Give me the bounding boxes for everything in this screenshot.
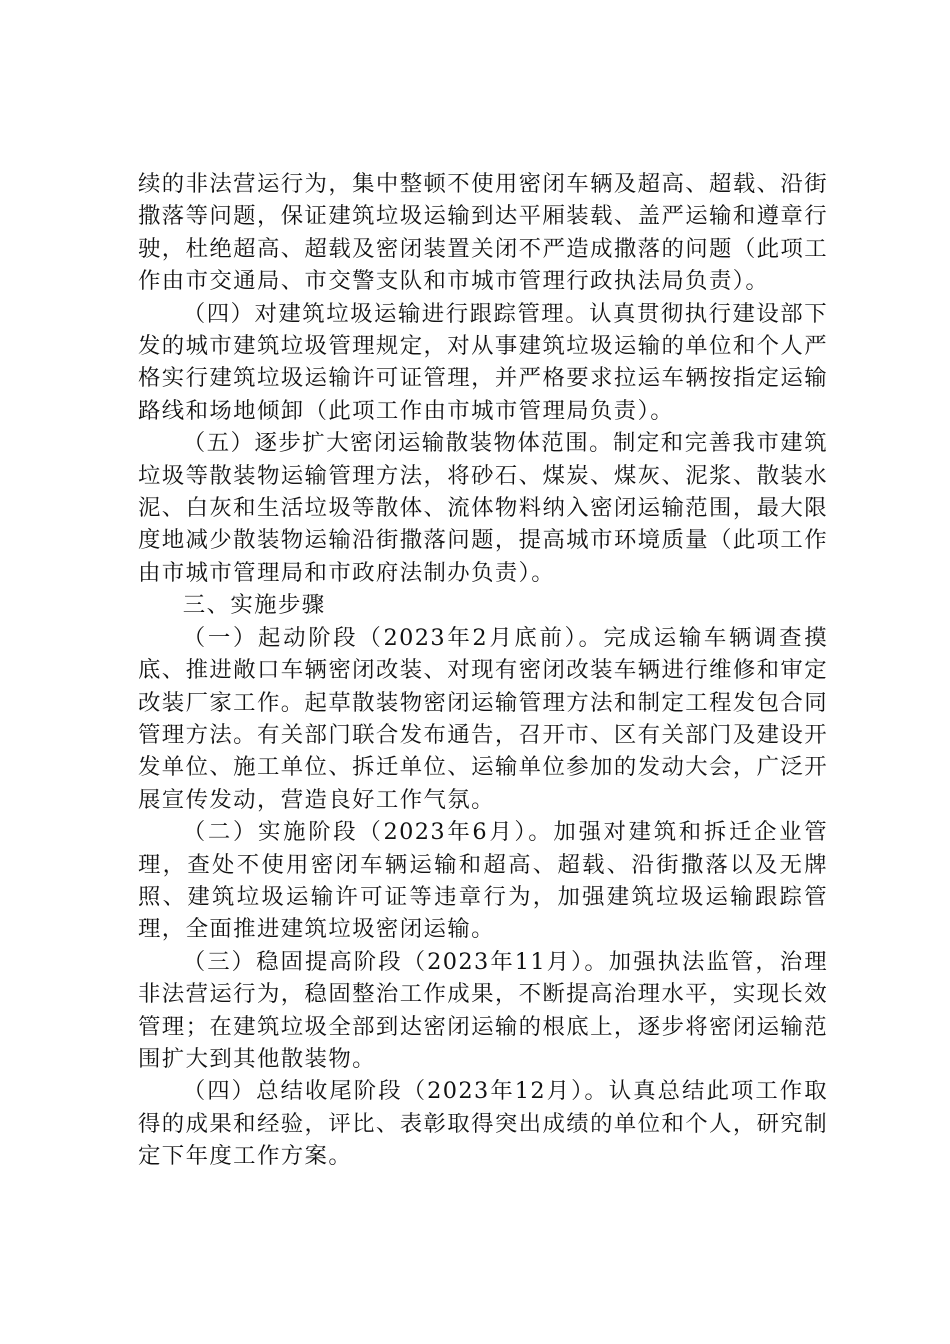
document-body	[138, 168, 828, 1173]
paragraph-continuation: 续的非法营运行为，集中整顿不使用密闭车辆及超高、超载、沿街撒落等问题，保证建筑垃圾运输到达平厢装载、盖严运输和遵章行驶，杜绝超高、超载及密闭装置关闭不严造成撒落的问题（此项工作由市交通局、市交警支队和市城市管理行政执法局负责）。	[138, 171, 828, 295]
paragraph-step-2-implementation: （二）实施阶段（2023年6月）。加强对建筑和拆迁企业管理，查处不使用密闭车辆运输和超高、超载、沿街撒落以及无牌照、建筑垃圾运输许可证等违章行为，加强建筑垃圾运输跟踪管理，全面推进建筑垃圾密闭运输。	[138, 819, 828, 943]
section-heading-implementation-steps: 三、实施步骤	[182, 592, 326, 619]
paragraph-item-4-tracking: （四）对建筑垃圾运输进行跟踪管理。认真贯彻执行建设部下发的城市建筑垃圾管理规定，对从事建筑垃圾运输的单位和个人严格实行建筑垃圾运输许可证管理，并严格要求拉运车辆按指定运输路线和场地倾卸（此项工作由市城市管理局负责）。	[138, 300, 828, 424]
paragraph-step-3-consolidation: （三）稳固提高阶段（2023年11月）。加强执法监管，治理非法营运行为，稳固整治工作成果，不断提高治理水平，实现长效管理；在建筑垃圾全部到达密闭运输的根底上，逐步将密闭运输范围扩大到其他散装物。	[138, 948, 828, 1072]
paragraph-step-4-summary: （四）总结收尾阶段（2023年12月）。认真总结此项工作取得的成果和经验，评比、表彰取得突出成绩的单位和个人，研究制定下年度工作方案。	[138, 1078, 828, 1170]
paragraph-item-5-expand-scope: （五）逐步扩大密闭运输散装物体范围。制定和完善我市建筑垃圾等散装物运输管理方法，将砂石、煤炭、煤灰、泥浆、散装水泥、白灰和生活垃圾等散体、流体物料纳入密闭运输范围，最大限度地减少散装物运输沿街撒落问题，提高城市环境质量（此项工作由市城市管理局和市政府法制办负责）。	[138, 430, 828, 586]
paragraph-step-1-launch: （一）起动阶段（2023年2月底前）。完成运输车辆调查摸底、推进敞口车辆密闭改装、对现有密闭改装车辆进行维修和审定改装厂家工作。起草散装物密闭运输管理方法和制定工程发包合同管理方法。有关部门联合发布通告，召开市、区有关部门及建设开发单位、施工单位、拆迁单位、运输单位参加的发动大会，广泛开展宣传发动，营造良好工作气氛。	[138, 624, 828, 813]
